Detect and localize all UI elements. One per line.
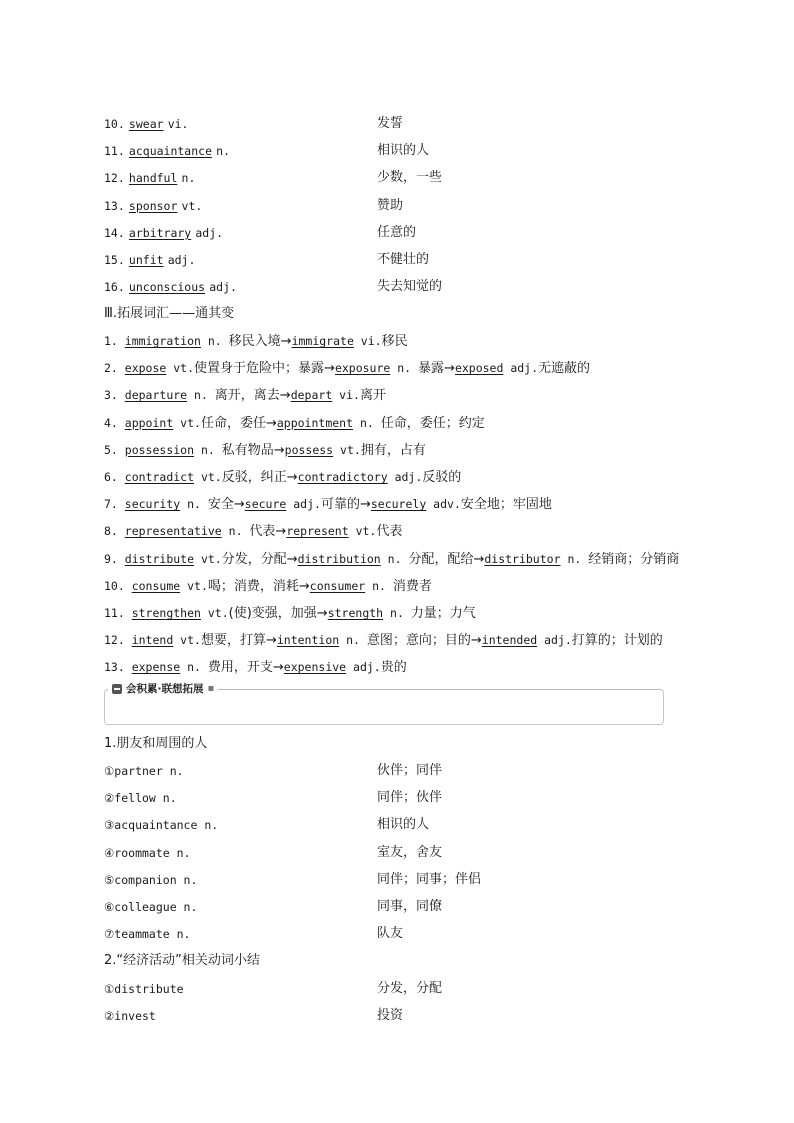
extension-row <box>104 576 432 596</box>
word-meaning: 反驳的 <box>422 470 462 485</box>
vocab-pos: vi. <box>167 117 189 131</box>
group-meaning: 同事，同僚 <box>377 899 443 914</box>
vocab-number: 13. <box>104 198 125 213</box>
word-form: possession <box>124 442 195 457</box>
word-form: depart <box>290 388 333 403</box>
word-form: expense <box>131 660 181 675</box>
word-form: expose <box>124 361 167 376</box>
extension-row <box>104 549 679 569</box>
word-label: adj. <box>387 470 423 484</box>
word-label: adj. <box>346 660 381 675</box>
vocab-word: acquaintance <box>128 144 213 159</box>
word-form: strength <box>327 606 384 620</box>
word-label: vt. <box>333 442 361 457</box>
word-label: 9. <box>104 551 125 566</box>
word-form: secure <box>244 497 287 512</box>
group-meaning: 相识的人 <box>377 817 430 833</box>
word-form: security <box>124 497 181 512</box>
box-label <box>108 681 218 697</box>
word-meaning: 安全→ <box>207 497 245 513</box>
extension-row <box>104 467 461 487</box>
group-word: ⑦teammate n. <box>104 927 191 942</box>
extension-row <box>104 331 408 351</box>
word-meaning: 任命，委任→ <box>200 415 277 431</box>
vocab-meaning: 不健壮的 <box>377 252 430 267</box>
word-form: distribution <box>297 551 381 566</box>
word-label: vt. <box>166 361 195 376</box>
word-label: 12. <box>104 633 132 648</box>
section-title <box>104 304 234 324</box>
vocab-meaning: 相识的人 <box>377 143 430 159</box>
word-form: intend <box>131 633 174 648</box>
word-label: 5. <box>104 442 125 457</box>
extension-row <box>104 630 663 650</box>
word-meaning: 反驳，纠正→ <box>221 470 298 485</box>
dot-icon: ▪ <box>207 683 215 694</box>
vocab-pos: adj. <box>195 225 224 240</box>
word-label: vt. <box>194 470 222 484</box>
word-form: intention <box>276 633 340 648</box>
word-label: n. <box>383 606 411 620</box>
vocab-pos: n. <box>216 144 231 159</box>
word-label: 2. <box>104 361 125 376</box>
word-form: contradict <box>124 470 195 484</box>
section-title-text: Ⅲ.拓展词汇——通其变 <box>104 306 235 321</box>
word-form: exposed <box>454 361 504 376</box>
extension-row <box>104 440 426 460</box>
word-meaning: 可靠的→ <box>320 497 371 513</box>
vocab-pos: adj. <box>167 253 196 267</box>
word-label: vt. <box>200 606 229 620</box>
word-label: adj. <box>537 633 572 648</box>
group-title-text: 2.“经济活动”相关动词小结 <box>104 953 260 968</box>
word-form: expensive <box>283 660 347 675</box>
vocab-pos: vt. <box>181 198 203 213</box>
group-title-text: 1.朋友和周围的人 <box>104 736 208 751</box>
vocab-word: sponsor <box>128 198 178 213</box>
word-label: vt. <box>173 415 201 430</box>
word-meaning: 力量；力气 <box>410 606 476 621</box>
word-label: adv. <box>426 497 461 512</box>
word-label: n. <box>390 361 419 376</box>
word-label: vi. <box>353 334 382 348</box>
word-meaning: 想要，打算→ <box>200 633 277 649</box>
word-label: vt. <box>173 633 201 648</box>
word-meaning: 消费者 <box>392 578 432 594</box>
word-label: n. <box>353 415 381 430</box>
word-form: distributor <box>484 551 561 566</box>
vocab-meaning: 发誓 <box>377 116 404 131</box>
word-label: n. <box>180 497 208 512</box>
group-meaning: 分发，分配 <box>377 981 443 996</box>
word-label: n. <box>187 388 215 403</box>
word-form: representative <box>124 524 222 539</box>
word-meaning: 意图；意向；目的→ <box>366 633 482 649</box>
vocab-meaning: 少数，一些 <box>377 170 443 186</box>
word-form: intended <box>481 633 538 648</box>
word-label: n. <box>339 633 367 648</box>
word-meaning: 打算的；计划的 <box>571 633 663 649</box>
word-label: 3. <box>104 388 125 403</box>
group-meaning: 投资 <box>377 1008 404 1024</box>
vocab-number: 10. <box>104 117 125 131</box>
word-form: departure <box>124 388 188 403</box>
extension-row <box>104 657 407 677</box>
vocab-meaning: 失去知觉的 <box>377 279 443 295</box>
word-label: 7. <box>104 497 125 512</box>
vocab-word: handful <box>128 171 178 186</box>
word-form: exposure <box>334 361 391 376</box>
word-form: consume <box>131 578 181 593</box>
group-title <box>104 734 207 754</box>
word-label: vt. <box>348 524 377 539</box>
word-meaning: 无遮蔽的 <box>538 361 591 377</box>
word-meaning: 费用，开支→ <box>207 660 284 676</box>
vocab-word: swear <box>128 117 164 131</box>
group-word: ②invest <box>104 1009 156 1024</box>
group-word: ①partner n. <box>104 764 184 778</box>
word-label: 11. <box>104 606 132 620</box>
word-meaning: 任命，委任；约定 <box>380 415 485 431</box>
word-form: distribute <box>124 551 195 566</box>
group-word: ②fellow n. <box>104 791 177 806</box>
group-word: ⑥colleague n. <box>104 900 198 914</box>
word-meaning: 移民 <box>381 334 408 349</box>
word-meaning: 代表→ <box>249 524 287 540</box>
word-form: immigrate <box>291 334 354 348</box>
word-label: n. <box>560 551 589 566</box>
group-meaning: 队友 <box>377 926 404 942</box>
vocab-word: unfit <box>128 253 164 267</box>
word-label: 8. <box>104 524 125 539</box>
word-meaning: 离开 <box>359 388 386 404</box>
vocab-word: arbitrary <box>128 225 192 240</box>
word-label: n. <box>365 578 393 593</box>
word-form: possess <box>284 442 334 457</box>
word-meaning: 代表 <box>376 524 403 540</box>
group-word: ③acquaintance n. <box>104 818 219 833</box>
vocab-number: 12. <box>104 171 125 186</box>
word-label: vt. <box>180 578 208 593</box>
extension-row <box>104 358 590 378</box>
group-meaning: 伙伴；同伴 <box>377 763 443 778</box>
word-label: n. <box>180 660 208 675</box>
word-meaning: 使置身于危险中；暴露→ <box>194 361 335 377</box>
word-label: vt. <box>194 551 222 566</box>
word-label: 10. <box>104 578 132 593</box>
word-label: 1. <box>104 334 125 348</box>
vocab-number: 16. <box>104 280 125 295</box>
word-meaning: 贵的 <box>380 660 407 676</box>
word-label: 6. <box>104 470 125 484</box>
word-form: securely <box>370 497 427 512</box>
word-label: n. <box>380 551 409 566</box>
word-form: consumer <box>309 578 366 593</box>
vocab-meaning: 赞助 <box>377 197 404 213</box>
group-word: ④roommate n. <box>104 845 191 860</box>
minus-square-icon <box>112 684 122 694</box>
extension-row <box>104 385 386 405</box>
extension-row <box>104 494 552 514</box>
extension-row <box>104 413 485 433</box>
word-label: adj. <box>503 361 539 376</box>
word-label: n. <box>221 524 250 539</box>
extension-row <box>104 521 402 541</box>
group-word: ⑤companion n. <box>104 872 198 887</box>
group-meaning: 同伴；伙伴 <box>377 790 443 806</box>
vocab-word: unconscious <box>128 280 206 295</box>
group-meaning: 同伴；同事；伴侣 <box>377 871 482 887</box>
word-label: 13. <box>104 660 132 675</box>
word-form: represent <box>286 524 349 539</box>
word-label: 4. <box>104 415 125 430</box>
word-label: adj. <box>286 497 321 512</box>
word-meaning: 离开，离去→ <box>214 388 291 404</box>
vocab-pos: n. <box>181 171 196 186</box>
word-form: strengthen <box>131 606 201 620</box>
vocab-meaning: 任意的 <box>377 224 417 240</box>
word-meaning: 私有物品→ <box>221 442 285 458</box>
group-word: ①distribute <box>104 982 184 996</box>
group-meaning: 室友，舍友 <box>377 844 443 860</box>
box-label-text: 会积累·联想拓展 <box>126 683 204 695</box>
word-meaning: 安全地；牢固地 <box>460 497 552 513</box>
word-meaning: 移民入境→ <box>228 334 292 349</box>
word-label: n. <box>194 442 222 457</box>
word-form: appoint <box>124 415 174 430</box>
vocab-number: 15. <box>104 253 125 267</box>
word-meaning: (使)变强，加强→ <box>228 606 328 621</box>
word-form: appointment <box>276 415 354 430</box>
group-title <box>104 951 260 971</box>
word-meaning: 分发，分配→ <box>221 551 298 567</box>
vocab-pos: adj. <box>209 280 237 295</box>
word-meaning: 喝；消费，消耗→ <box>207 578 310 594</box>
extension-row <box>104 603 476 623</box>
word-meaning: 拥有，占有 <box>360 442 426 458</box>
word-meaning: 经销商；分销商 <box>588 551 680 567</box>
word-meaning: 分配，配给→ <box>408 551 485 567</box>
word-label: vi. <box>332 388 360 403</box>
vocab-number: 14. <box>104 225 125 240</box>
word-label: n. <box>200 334 229 348</box>
word-form: contradictory <box>297 470 388 484</box>
word-form: immigration <box>124 334 201 348</box>
word-meaning: 暴露→ <box>418 361 455 377</box>
vocab-number: 11. <box>104 144 125 159</box>
